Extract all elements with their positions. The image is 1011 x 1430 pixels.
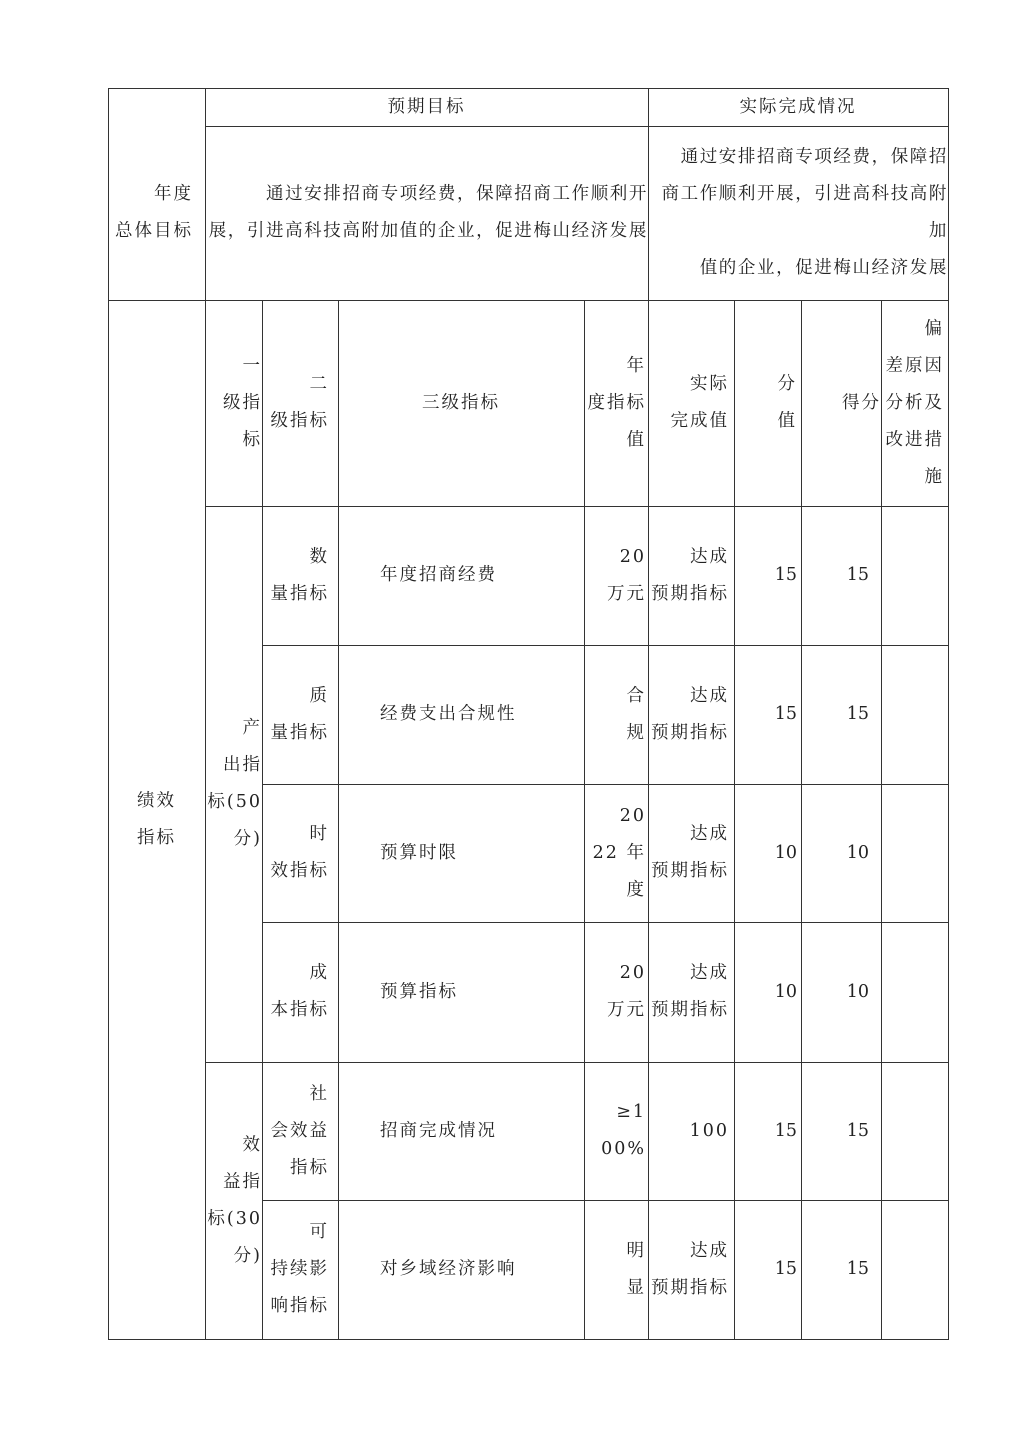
actual-value-header: 实际 完成值 bbox=[670, 374, 729, 431]
level2-cell: 质 量指标 bbox=[270, 685, 329, 743]
score-weight-cell: 10 bbox=[774, 981, 797, 1002]
actual-value-cell: 100 bbox=[689, 1120, 729, 1141]
level2-header: 二 级指标 bbox=[270, 374, 329, 431]
level2-cell: 时 效指标 bbox=[270, 824, 329, 881]
deviation-cell bbox=[881, 1062, 948, 1200]
score-weight-header: 分 值 bbox=[777, 374, 797, 431]
actual-value-cell: 达成 预期指标 bbox=[651, 963, 729, 1020]
level3-cell: 对乡域经济影响 bbox=[380, 1259, 517, 1279]
performance-label: 绩效 指标 bbox=[137, 791, 176, 848]
score-cell: 15 bbox=[846, 1259, 869, 1279]
grid-line bbox=[948, 88, 949, 1340]
annual-goal-actual: 通过安排招商专项经费，保障招 商工作顺利开展，引进高科技高附加 值的企业，促进梅山经济发展 bbox=[661, 147, 948, 278]
level1-header: 一 级指 标 bbox=[223, 355, 262, 450]
score-cell: 10 bbox=[846, 981, 869, 1002]
actual-value-cell: 达成 预期指标 bbox=[651, 824, 729, 881]
deviation-cell bbox=[881, 645, 948, 784]
annual-value-cell: ≥1 00% bbox=[601, 1102, 646, 1159]
score-cell: 15 bbox=[846, 565, 869, 585]
annual-goal-label: 年度 总体目标 bbox=[115, 184, 193, 241]
level3-header: 三级指标 bbox=[422, 392, 500, 413]
score-cell: 10 bbox=[846, 842, 869, 863]
actual-value-cell: 达成 预期指标 bbox=[651, 1240, 729, 1298]
score-weight-cell: 15 bbox=[774, 1259, 797, 1279]
level2-cell: 成 本指标 bbox=[270, 963, 329, 1020]
level2-cell: 可 持续影 响指标 bbox=[270, 1222, 329, 1316]
deviation-header: 偏 差原因 分析及 改进措 施 bbox=[885, 318, 944, 487]
level3-cell: 预算指标 bbox=[380, 981, 458, 1002]
deviation-cell bbox=[881, 784, 948, 922]
deviation-cell bbox=[881, 1200, 948, 1339]
level3-cell: 经费支出合规性 bbox=[380, 704, 517, 724]
annual-value-header: 年 度指标 值 bbox=[587, 355, 646, 450]
output-indicator-group: 产 出指 标(50 分) bbox=[207, 718, 262, 849]
benefit-indicator-group: 效 益指 标(30 分) bbox=[207, 1135, 262, 1266]
actual-value-cell: 达成 预期指标 bbox=[651, 685, 729, 743]
level3-cell: 预算时限 bbox=[380, 842, 458, 863]
level3-cell: 招商完成情况 bbox=[380, 1120, 497, 1141]
score-header: 得分 bbox=[842, 392, 881, 413]
score-cell: 15 bbox=[846, 704, 869, 724]
score-cell: 15 bbox=[846, 1120, 869, 1141]
score-weight-cell: 15 bbox=[774, 1120, 797, 1141]
annual-value-cell: 明 显 bbox=[626, 1240, 646, 1298]
annual-value-cell: 20 万元 bbox=[607, 963, 646, 1020]
level2-cell: 社 会效益 指标 bbox=[270, 1083, 329, 1178]
annual-goal-expected: 通过安排招商专项经费，保障招商工作顺利开 展，引进高科技高附加值的企业，促进梅山经济发展 bbox=[208, 184, 648, 241]
actual-value-cell: 达成 预期指标 bbox=[651, 546, 729, 604]
annual-value-cell: 20 万元 bbox=[607, 546, 646, 604]
deviation-cell bbox=[881, 506, 948, 645]
score-weight-cell: 15 bbox=[774, 704, 797, 724]
level3-cell: 年度招商经费 bbox=[380, 565, 497, 585]
expected-target-header: 预期目标 bbox=[387, 96, 466, 117]
annual-value-cell: 20 22 年度 bbox=[592, 805, 646, 900]
actual-completion-header: 实际完成情况 bbox=[739, 96, 857, 117]
annual-value-cell: 合 规 bbox=[626, 685, 646, 743]
level2-cell: 数 量指标 bbox=[270, 546, 329, 604]
score-weight-cell: 15 bbox=[774, 565, 797, 585]
score-weight-cell: 10 bbox=[774, 842, 797, 863]
deviation-cell bbox=[881, 922, 948, 1062]
